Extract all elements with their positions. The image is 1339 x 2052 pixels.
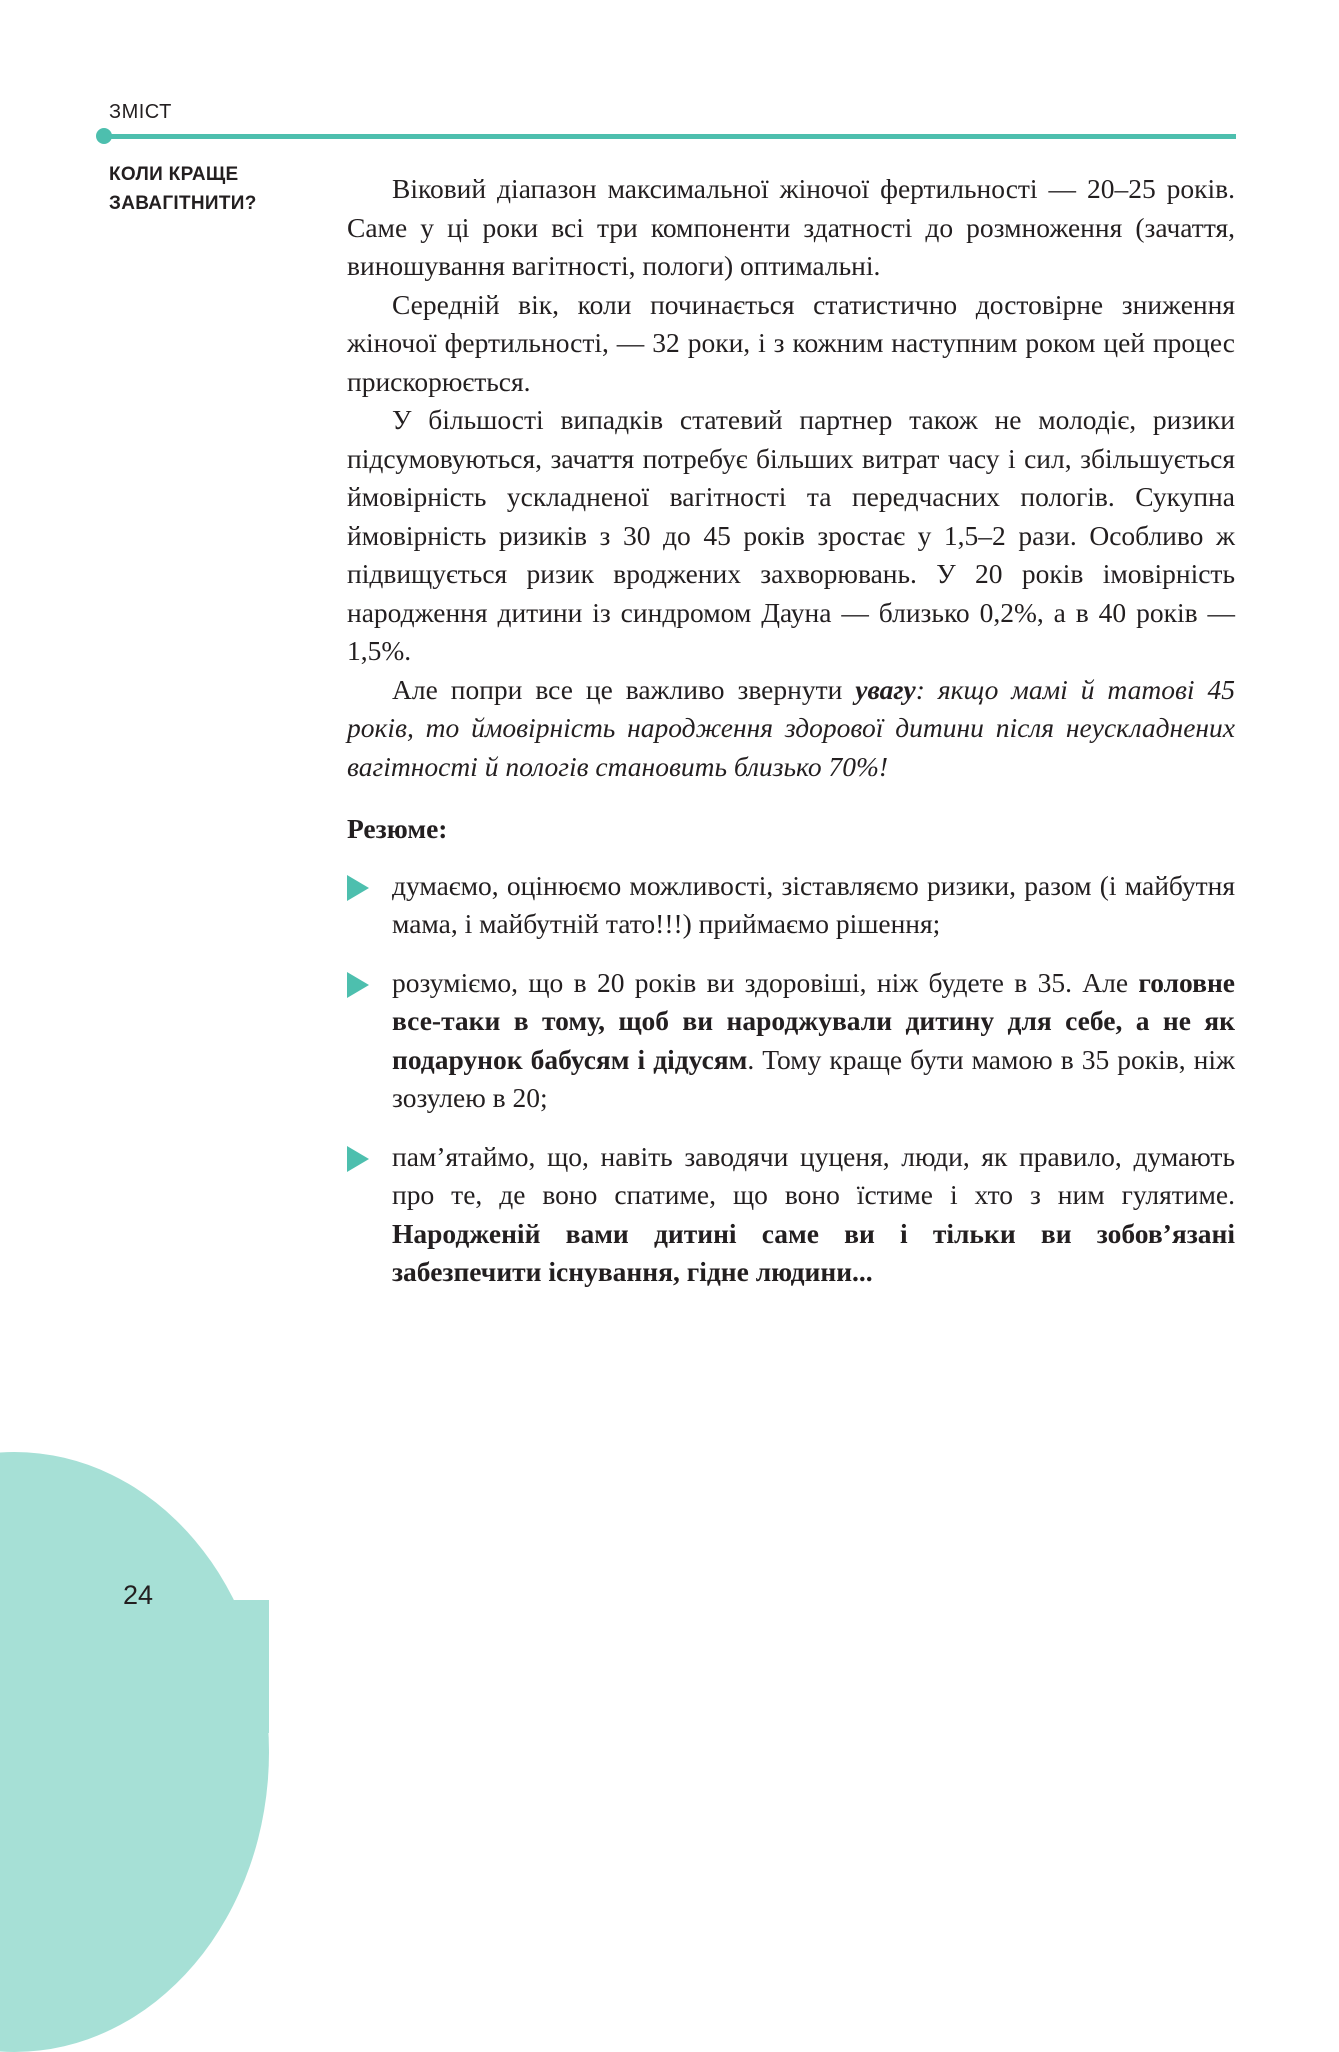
emphasis-word: увагу [855, 673, 916, 705]
triangle-bullet-icon [347, 1146, 369, 1172]
list-item-bold: Народженій вами дитині саме ви і тільки ви зобов’язані забезпечити існування, гідне людини... [392, 1217, 1235, 1287]
paragraph-2: Середній вік, коли починається статистично достовірне зниження жіночої фертильності, — 32 роки, і з кожним наступним роком цей процес прискорюється. [347, 288, 1235, 397]
list-item-tail: . Тому краще бути мамою в 35 років, ніж зозулею в 20; [392, 1043, 1235, 1113]
paragraph-4-italic: : якщо мамі й татові 45 років, то ймовірність народження здорової дитини після неускладнених вагітності й пологів становить близько 70%! [347, 673, 1235, 782]
section-title: КОЛИ КРАЩЕ ЗАВАГІТНИТИ? [109, 164, 257, 214]
summary-list [347, 867, 1235, 1292]
corner-decoration [0, 1452, 269, 2052]
header-dot-icon [96, 128, 112, 144]
list-item-text: пам’ятаймо, що, навіть заводячи цуценя, люди, як правило, думають про те, де воно спатиме, що воно їстиме і хто з ним гулятиме. [392, 1140, 1235, 1210]
list-item [347, 964, 1235, 1118]
list-item [347, 1138, 1235, 1292]
paragraph-4 [347, 671, 1235, 787]
contents-link[interactable]: ЗМІСТ [109, 101, 172, 123]
triangle-bullet-icon [347, 875, 369, 901]
corner-decoration-base [0, 1600, 269, 1733]
paragraph-1: Віковий діапазон максимальної жіночої фертильності — 20–25 років. Саме у ці роки всі три компоненти здатності до розмноження (зачаття, виношування вагітності, пологи) оптимальні. [347, 173, 1235, 281]
resume-heading: Резюме: [347, 813, 448, 844]
header-rule [104, 134, 1236, 139]
list-item-text: думаємо, оцінюємо можливості, зіставляємо ризики, разом (і майбутня мама, і майбутній тато!!!) приймаємо рішення; [392, 869, 1235, 939]
triangle-bullet-icon [347, 972, 369, 998]
page-number: 24 [123, 1580, 154, 1610]
main-text [347, 170, 1235, 1312]
list-item [347, 867, 1235, 944]
list-item-text: розуміємо, що в 20 років ви здоровіші, ніж будете в 35. Але [392, 966, 1139, 998]
list-item-bold: головне все-таки в тому, щоб ви народжували дитину для себе, а не як подарунок бабусям і дідусям [392, 966, 1235, 1075]
paragraph-3: У більшості випадків статевий партнер також не молодіє, ризики підсумовуються, зачаття потребує більших витрат часу і сил, збільшується ймовірність ускладненої вагітності та передчасних пологів. Сукупна ймовірність ризиків з 30 до 45 років зростає у 1,5–2 рази. Особливо ж підвищується ризик вроджених захворювань. У 20 років імовірність народження дитини із синдромом Дауна — близько 0,2%, а в 40 років — 1,5%. [347, 404, 1235, 666]
paragraph-4-lead: Але попри все це важливо звернути [392, 673, 856, 705]
